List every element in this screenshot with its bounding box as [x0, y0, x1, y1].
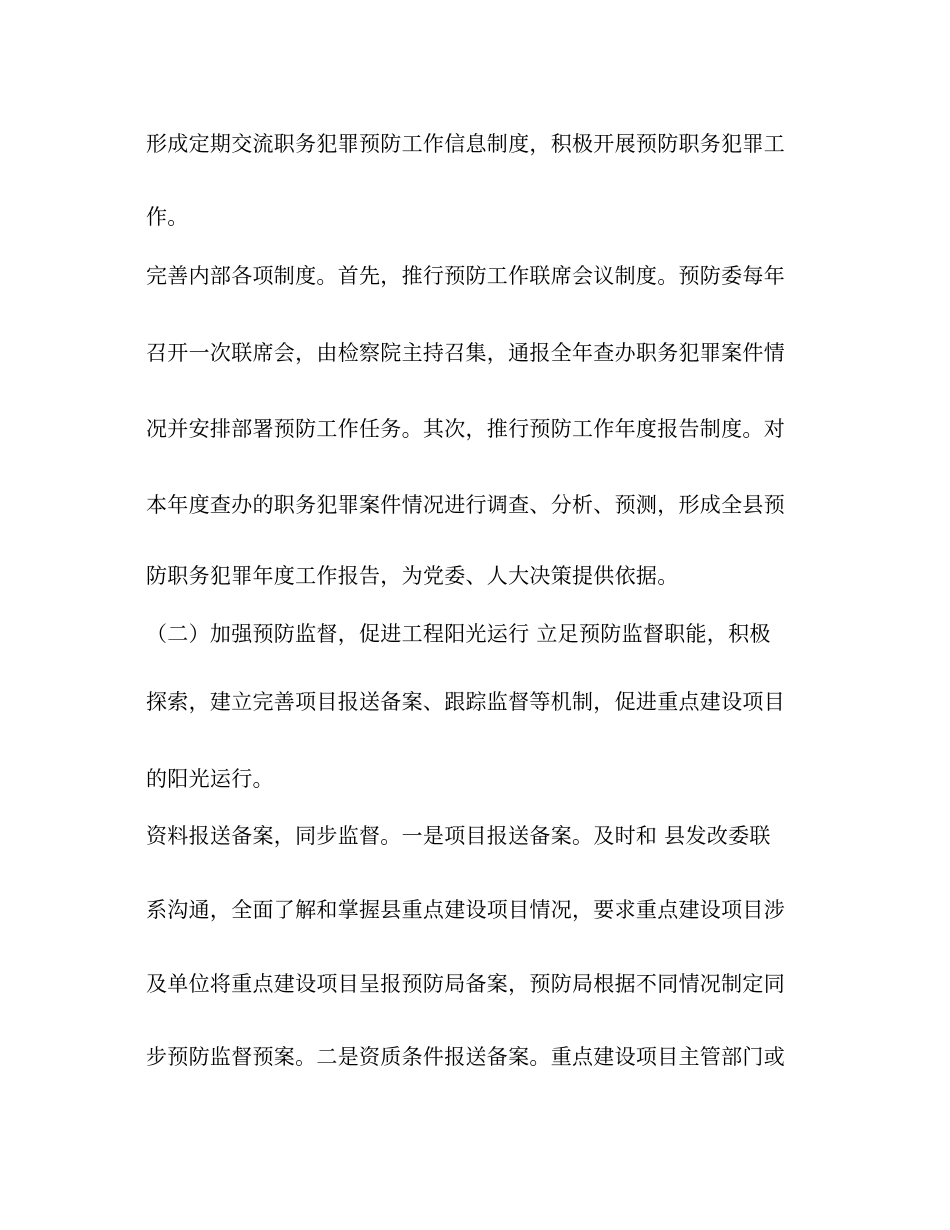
- text-line: 召开一次联席会，由检察院主持召集，通报全年查办职务犯罪案件情: [146, 341, 785, 365]
- text-line: 步预防监督预案。二是资质条件报送备案。重点建设项目主管部门或: [146, 1045, 785, 1069]
- text-line: 探索，建立完善项目报送备案、跟踪监督等机制，促进重点建设项目: [146, 690, 785, 714]
- text-line: 资料报送备案，同步监督。一是项目报送备案。及时和 县发改委联: [146, 824, 771, 848]
- text-line: 防职务犯罪年度工作报告，为党委、人大决策提供依据。: [146, 564, 679, 588]
- text-line: 形成定期交流职务犯罪预防工作信息制度，积极开展预防职务犯罪工: [146, 132, 785, 156]
- text-line: 及单位将重点建设项目呈报预防局备案，预防局根据不同情况制定同: [146, 972, 785, 996]
- text-line: 况并安排部署预防工作任务。其次，推行预防工作年度报告制度。对: [146, 417, 785, 441]
- text-line: 系沟通，全面了解和掌握县重点建设项目情况，要求重点建设项目涉: [146, 898, 785, 922]
- text-line: 的阳光运行。: [146, 767, 274, 791]
- text-line: 作。: [146, 205, 189, 229]
- text-line: 完善内部各项制度。首先，推行预防工作联席会议制度。预防委每年: [146, 264, 785, 288]
- section-heading-line: （二）加强预防监督，促进工程阳光运行 立足预防监督职能，积极: [146, 622, 771, 646]
- text-line: 本年度查办的职务犯罪案件情况进行调查、分析、预测，形成全县预: [146, 493, 785, 517]
